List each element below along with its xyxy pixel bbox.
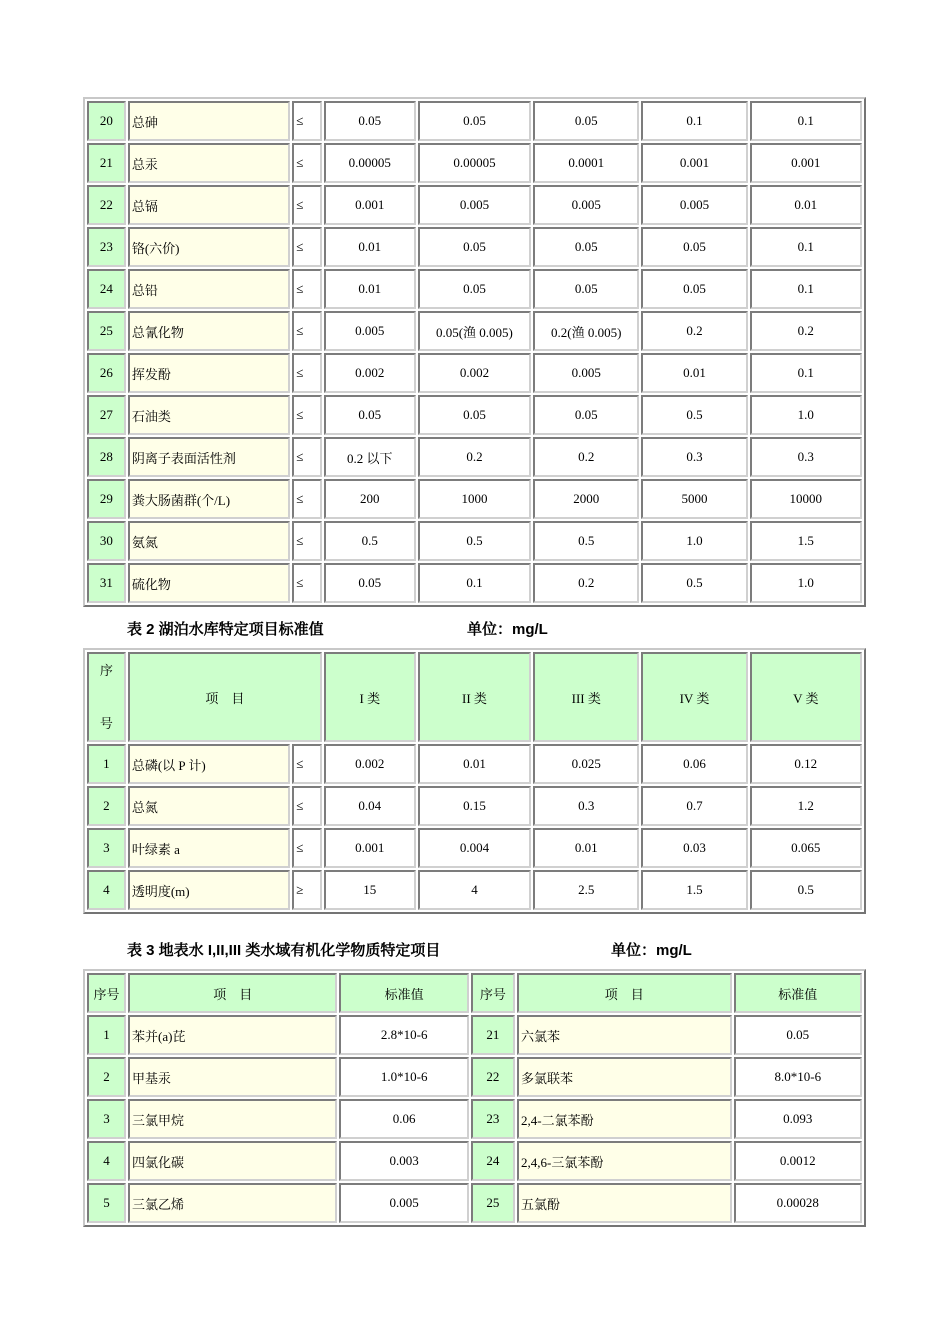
item-name: 总镉	[128, 185, 290, 225]
class-5-value: 0.065	[750, 828, 862, 868]
class-1-value: 0.001	[324, 828, 416, 868]
table-row	[87, 870, 862, 910]
table-3-unit: 单位：mg/L	[611, 942, 692, 959]
class-4-value: 0.05	[641, 227, 747, 267]
class-1-value: 0.001	[324, 185, 416, 225]
item-name: 铬(六价)	[128, 227, 290, 267]
class-1-value: 0.002	[324, 353, 416, 393]
class-3-value: 0.005	[533, 185, 639, 225]
table-row	[87, 311, 862, 351]
class-5-value: 1.0	[750, 563, 862, 603]
class-5-value: 1.5	[750, 521, 862, 561]
table-1-body	[87, 101, 862, 603]
row-number: 3	[87, 828, 126, 868]
class-4-value: 0.2	[641, 311, 747, 351]
comparison-operator: ≤	[292, 395, 322, 435]
row-number: 22	[87, 185, 126, 225]
class-4-value: 5000	[641, 479, 747, 519]
table-3-body	[87, 1015, 862, 1223]
class-1-value: 0.5	[324, 521, 416, 561]
header-seq-a: 序号	[87, 973, 126, 1013]
table-3	[83, 969, 866, 1227]
row-number: 20	[87, 101, 126, 141]
comparison-operator: ≤	[292, 786, 322, 826]
table-2	[83, 648, 866, 914]
item-name-b: 2,4-二氯苯酚	[517, 1099, 732, 1139]
table-row	[87, 828, 862, 868]
table-2-caption: 表 2 湖泊水库特定项目标准值	[127, 621, 324, 638]
comparison-operator: ≤	[292, 521, 322, 561]
comparison-operator: ≤	[292, 101, 322, 141]
standard-value-a: 0.06	[339, 1099, 468, 1139]
class-1-value: 0.00005	[324, 143, 416, 183]
class-4-value: 0.7	[641, 786, 747, 826]
row-number: 29	[87, 479, 126, 519]
row-number-a: 2	[87, 1057, 126, 1097]
item-name: 总氮	[128, 786, 290, 826]
row-number: 27	[87, 395, 126, 435]
class-4-value: 0.3	[641, 437, 747, 477]
table-3-header-row	[87, 973, 862, 1013]
class-2-value: 0.01	[418, 744, 531, 784]
comparison-operator: ≤	[292, 311, 322, 351]
table-row	[87, 227, 862, 267]
class-3-value: 0.2	[533, 563, 639, 603]
class-5-value: 0.1	[750, 227, 862, 267]
class-5-value: 0.1	[750, 353, 862, 393]
class-2-value: 0.5	[418, 521, 531, 561]
header-class-3: III 类	[533, 652, 639, 742]
class-4-value: 0.1	[641, 101, 747, 141]
row-number: 26	[87, 353, 126, 393]
class-1-value: 0.05	[324, 101, 416, 141]
item-name: 氨氮	[128, 521, 290, 561]
item-name: 总磷(以 P 计)	[128, 744, 290, 784]
table-row	[87, 395, 862, 435]
class-2-value: 0.05	[418, 101, 531, 141]
class-5-value: 0.1	[750, 269, 862, 309]
table-2-unit: 单位：mg/L	[467, 621, 548, 638]
class-5-value: 0.1	[750, 101, 862, 141]
class-1-value: 0.01	[324, 227, 416, 267]
item-name: 总汞	[128, 143, 290, 183]
class-3-value: 0.01	[533, 828, 639, 868]
header-seq	[87, 652, 126, 742]
class-3-value: 0.005	[533, 353, 639, 393]
row-number: 24	[87, 269, 126, 309]
class-1-value: 200	[324, 479, 416, 519]
header-class-5: V 类	[750, 652, 862, 742]
comparison-operator: ≤	[292, 143, 322, 183]
row-number-b: 25	[471, 1183, 515, 1223]
table-row	[87, 744, 862, 784]
class-3-value: 0.05	[533, 395, 639, 435]
class-4-value: 1.5	[641, 870, 747, 910]
header-std-a: 标准值	[339, 973, 468, 1013]
standard-value-b: 0.0012	[734, 1141, 862, 1181]
table-row	[87, 1099, 862, 1139]
table-row	[87, 101, 862, 141]
item-name-b: 多氯联苯	[517, 1057, 732, 1097]
standard-value-b: 0.05	[734, 1015, 862, 1055]
class-3-value: 0.2(渔 0.005)	[533, 311, 639, 351]
row-number: 21	[87, 143, 126, 183]
header-seq-top: 序	[99, 663, 113, 678]
class-2-value: 0.00005	[418, 143, 531, 183]
class-4-value: 0.05	[641, 269, 747, 309]
class-2-value: 0.15	[418, 786, 531, 826]
class-2-value: 0.2	[418, 437, 531, 477]
class-1-value: 15	[324, 870, 416, 910]
table-row	[87, 563, 862, 603]
row-number: 31	[87, 563, 126, 603]
standard-value-a: 1.0*10-6	[339, 1057, 468, 1097]
comparison-operator: ≤	[292, 353, 322, 393]
class-5-value: 0.2	[750, 311, 862, 351]
class-5-value: 1.0	[750, 395, 862, 435]
item-name-a: 三氯乙烯	[128, 1183, 337, 1223]
class-5-value: 10000	[750, 479, 862, 519]
class-2-value: 0.05	[418, 269, 531, 309]
class-5-value: 0.3	[750, 437, 862, 477]
class-4-value: 0.5	[641, 563, 747, 603]
table-2-header-row	[87, 652, 862, 742]
header-class-4: IV 类	[641, 652, 747, 742]
row-number: 23	[87, 227, 126, 267]
class-1-value: 0.05	[324, 563, 416, 603]
class-3-value: 0.05	[533, 227, 639, 267]
class-5-value: 0.01	[750, 185, 862, 225]
class-2-value: 0.002	[418, 353, 531, 393]
class-2-value: 0.05	[418, 227, 531, 267]
class-4-value: 0.005	[641, 185, 747, 225]
row-number-a: 5	[87, 1183, 126, 1223]
row-number: 1	[87, 744, 126, 784]
class-5-value: 0.001	[750, 143, 862, 183]
class-5-value: 1.2	[750, 786, 862, 826]
table-1	[83, 97, 866, 607]
class-2-value: 0.05	[418, 395, 531, 435]
item-name-a: 四氯化碳	[128, 1141, 337, 1181]
header-class-2: II 类	[418, 652, 531, 742]
header-std-b: 标准值	[734, 973, 862, 1013]
comparison-operator: ≤	[292, 437, 322, 477]
class-1-value: 0.002	[324, 744, 416, 784]
row-number-a: 4	[87, 1141, 126, 1181]
row-number: 2	[87, 786, 126, 826]
comparison-operator: ≤	[292, 479, 322, 519]
table-2-body	[87, 744, 862, 910]
class-2-value: 0.05(渔 0.005)	[418, 311, 531, 351]
row-number-a: 3	[87, 1099, 126, 1139]
row-number: 30	[87, 521, 126, 561]
header-seq-b: 序号	[471, 973, 515, 1013]
comparison-operator: ≤	[292, 227, 322, 267]
class-4-value: 1.0	[641, 521, 747, 561]
item-name: 总砷	[128, 101, 290, 141]
class-2-value: 0.004	[418, 828, 531, 868]
class-4-value: 0.01	[641, 353, 747, 393]
item-name: 透明度(m)	[128, 870, 290, 910]
standard-value-a: 2.8*10-6	[339, 1015, 468, 1055]
class-2-value: 0.005	[418, 185, 531, 225]
class-1-value: 0.05	[324, 395, 416, 435]
header-class-1: I 类	[324, 652, 416, 742]
class-3-value: 2000	[533, 479, 639, 519]
row-number: 4	[87, 870, 126, 910]
standard-value-a: 0.005	[339, 1183, 468, 1223]
row-number: 28	[87, 437, 126, 477]
item-name: 总铅	[128, 269, 290, 309]
table-3-caption: 表 3 地表水 I,II,III 类水域有机化学物质特定项目	[127, 942, 441, 959]
row-number-b: 22	[471, 1057, 515, 1097]
item-name: 总氰化物	[128, 311, 290, 351]
item-name: 石油类	[128, 395, 290, 435]
table-row	[87, 437, 862, 477]
standard-value-b: 8.0*10-6	[734, 1057, 862, 1097]
class-5-value: 0.5	[750, 870, 862, 910]
table-row	[87, 143, 862, 183]
comparison-operator: ≤	[292, 563, 322, 603]
class-2-value: 0.1	[418, 563, 531, 603]
table-row	[87, 269, 862, 309]
class-4-value: 0.001	[641, 143, 747, 183]
class-3-value: 0.3	[533, 786, 639, 826]
class-1-value: 0.005	[324, 311, 416, 351]
header-item-b: 项 目	[517, 973, 732, 1013]
header-seq-bottom: 号	[99, 716, 113, 731]
comparison-operator: ≤	[292, 828, 322, 868]
item-name-a: 苯并(a)芘	[128, 1015, 337, 1055]
table-row	[87, 185, 862, 225]
item-name-a: 甲基汞	[128, 1057, 337, 1097]
item-name-b: 2,4,6-三氯苯酚	[517, 1141, 732, 1181]
item-name-b: 六氯苯	[517, 1015, 732, 1055]
item-name: 阴离子表面活性剂	[128, 437, 290, 477]
table-row	[87, 1183, 862, 1223]
standard-value-b: 0.093	[734, 1099, 862, 1139]
item-name: 挥发酚	[128, 353, 290, 393]
class-5-value: 0.12	[750, 744, 862, 784]
table-row	[87, 353, 862, 393]
class-3-value: 0.05	[533, 101, 639, 141]
item-name-b: 五氯酚	[517, 1183, 732, 1223]
row-number-b: 24	[471, 1141, 515, 1181]
item-name: 叶绿素 a	[128, 828, 290, 868]
comparison-operator: ≤	[292, 185, 322, 225]
class-2-value: 1000	[418, 479, 531, 519]
class-3-value: 0.025	[533, 744, 639, 784]
class-3-value: 0.05	[533, 269, 639, 309]
table-row	[87, 521, 862, 561]
table-row	[87, 479, 862, 519]
table-row	[87, 786, 862, 826]
header-item-a: 项 目	[128, 973, 337, 1013]
table-row	[87, 1141, 862, 1181]
class-1-value: 0.2 以下	[324, 437, 416, 477]
class-3-value: 0.0001	[533, 143, 639, 183]
row-number-a: 1	[87, 1015, 126, 1055]
comparison-operator: ≤	[292, 744, 322, 784]
class-4-value: 0.06	[641, 744, 747, 784]
class-4-value: 0.5	[641, 395, 747, 435]
table-row	[87, 1057, 862, 1097]
class-3-value: 0.2	[533, 437, 639, 477]
class-1-value: 0.04	[324, 786, 416, 826]
class-1-value: 0.01	[324, 269, 416, 309]
comparison-operator: ≥	[292, 870, 322, 910]
class-4-value: 0.03	[641, 828, 747, 868]
item-name-a: 三氯甲烷	[128, 1099, 337, 1139]
row-number: 25	[87, 311, 126, 351]
row-number-b: 21	[471, 1015, 515, 1055]
class-3-value: 0.5	[533, 521, 639, 561]
item-name: 粪大肠菌群(个/L)	[128, 479, 290, 519]
table-row	[87, 1015, 862, 1055]
row-number-b: 23	[471, 1099, 515, 1139]
header-item: 项 目	[128, 652, 322, 742]
class-3-value: 2.5	[533, 870, 639, 910]
standard-value-b: 0.00028	[734, 1183, 862, 1223]
standard-value-a: 0.003	[339, 1141, 468, 1181]
comparison-operator: ≤	[292, 269, 322, 309]
item-name: 硫化物	[128, 563, 290, 603]
class-2-value: 4	[418, 870, 531, 910]
